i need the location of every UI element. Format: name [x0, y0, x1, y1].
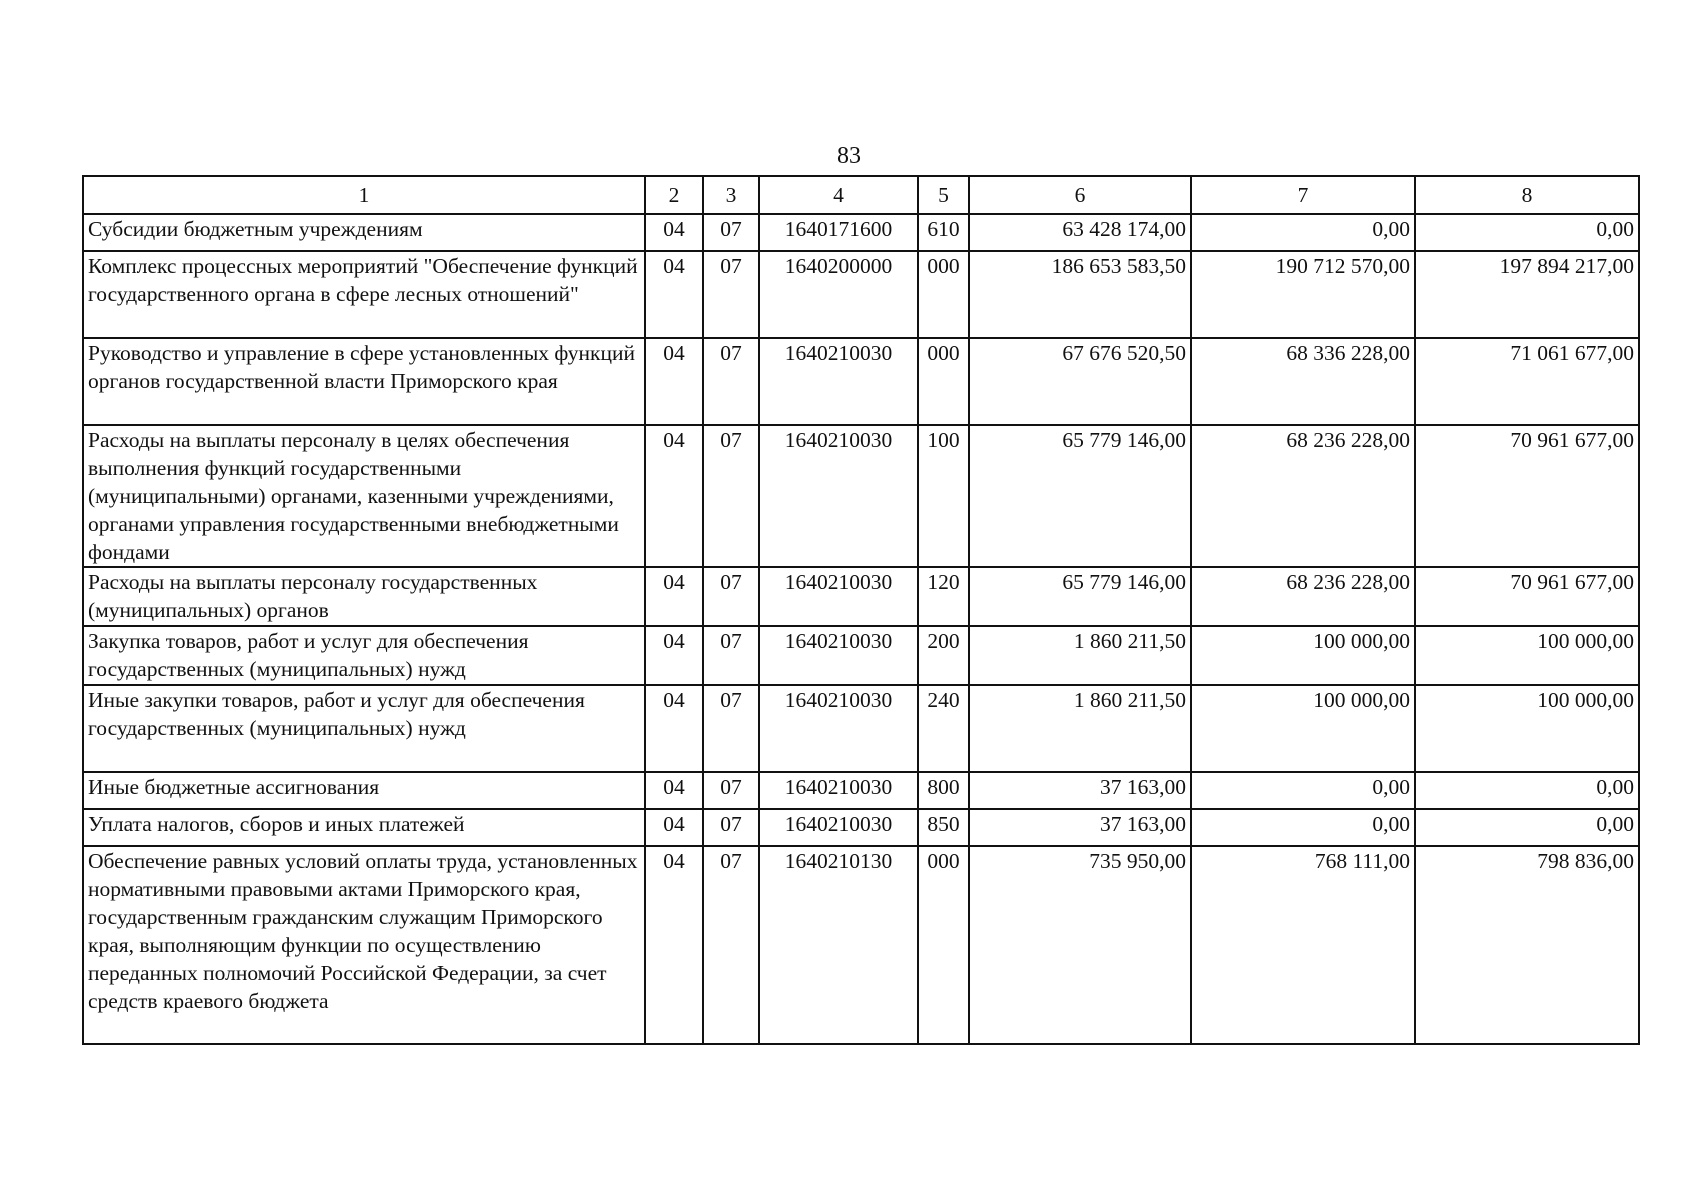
target-article-code: 1640171600: [759, 214, 918, 251]
amount-col-8: 798 836,00: [1415, 846, 1639, 1044]
table-row: [83, 251, 1639, 338]
amount-col-7: 100 000,00: [1191, 626, 1415, 685]
expense-type-code: 000: [918, 251, 969, 338]
amount-col-7: 0,00: [1191, 809, 1415, 846]
header-col-6: 6: [969, 176, 1191, 214]
expense-type-code: 240: [918, 685, 969, 772]
subsection-code: 07: [703, 809, 759, 846]
table-row: [83, 685, 1639, 772]
row-name: Расходы на выплаты персоналу государственных (муниципальных) органов: [83, 567, 645, 626]
expense-type-code: 850: [918, 809, 969, 846]
amount-col-8: 71 061 677,00: [1415, 338, 1639, 425]
target-article-code: 1640210030: [759, 425, 918, 567]
amount-col-8: 0,00: [1415, 809, 1639, 846]
target-article-code: 1640210030: [759, 338, 918, 425]
header-col-2: 2: [645, 176, 703, 214]
header-col-5: 5: [918, 176, 969, 214]
section-code: 04: [645, 567, 703, 626]
section-code: 04: [645, 685, 703, 772]
row-name: Субсидии бюджетным учреждениям: [83, 214, 645, 251]
section-code: 04: [645, 772, 703, 809]
amount-col-7: 190 712 570,00: [1191, 251, 1415, 338]
amount-col-6: 735 950,00: [969, 846, 1191, 1044]
amount-col-7: 0,00: [1191, 772, 1415, 809]
header-col-1: 1: [83, 176, 645, 214]
target-article-code: 1640210030: [759, 567, 918, 626]
table-row: [83, 425, 1639, 567]
amount-col-7: 68 236 228,00: [1191, 567, 1415, 626]
amount-col-7: 0,00: [1191, 214, 1415, 251]
subsection-code: 07: [703, 626, 759, 685]
target-article-code: 1640200000: [759, 251, 918, 338]
section-code: 04: [645, 626, 703, 685]
expense-type-code: 800: [918, 772, 969, 809]
amount-col-6: 1 860 211,50: [969, 685, 1191, 772]
subsection-code: 07: [703, 251, 759, 338]
subsection-code: 07: [703, 685, 759, 772]
amount-col-6: 67 676 520,50: [969, 338, 1191, 425]
expense-type-code: 610: [918, 214, 969, 251]
header-col-3: 3: [703, 176, 759, 214]
amount-col-8: 100 000,00: [1415, 685, 1639, 772]
row-name: Обеспечение равных условий оплаты труда, установленных нормативными правовыми актами Приморского края, государственным гражданским служащим Приморского края, выполняющим функции по осуществлению переданных полномочий Российской Федерации, за счет средств краевого бюджета: [83, 846, 645, 1044]
row-name: Иные бюджетные ассигнования: [83, 772, 645, 809]
section-code: 04: [645, 846, 703, 1044]
table-row: [83, 846, 1639, 1044]
header-row: [83, 176, 1639, 214]
subsection-code: 07: [703, 214, 759, 251]
target-article-code: 1640210030: [759, 685, 918, 772]
section-code: 04: [645, 214, 703, 251]
amount-col-8: 70 961 677,00: [1415, 425, 1639, 567]
target-article-code: 1640210030: [759, 626, 918, 685]
row-name: Комплекс процессных мероприятий "Обеспечение функций государственного органа в сфере лесных отношений": [83, 251, 645, 338]
table-row: [83, 772, 1639, 809]
amount-col-8: 0,00: [1415, 214, 1639, 251]
section-code: 04: [645, 251, 703, 338]
section-code: 04: [645, 425, 703, 567]
table-row: [83, 567, 1639, 626]
amount-col-6: 37 163,00: [969, 772, 1191, 809]
expense-type-code: 000: [918, 338, 969, 425]
table-row: [83, 338, 1639, 425]
amount-col-7: 68 236 228,00: [1191, 425, 1415, 567]
row-name: Расходы на выплаты персоналу в целях обеспечения выполнения функций государственными (муниципальными) органами, казенными учреждениями, органами управления государственными внебюджетными фондами: [83, 425, 645, 567]
amount-col-6: 1 860 211,50: [969, 626, 1191, 685]
expense-type-code: 200: [918, 626, 969, 685]
amount-col-6: 65 779 146,00: [969, 425, 1191, 567]
expense-type-code: 120: [918, 567, 969, 626]
row-name: Иные закупки товаров, работ и услуг для обеспечения государственных (муниципальных) нужд: [83, 685, 645, 772]
amount-col-8: 0,00: [1415, 772, 1639, 809]
row-name: Закупка товаров, работ и услуг для обеспечения государственных (муниципальных) нужд: [83, 626, 645, 685]
expense-type-code: 000: [918, 846, 969, 1044]
subsection-code: 07: [703, 338, 759, 425]
amount-col-8: 197 894 217,00: [1415, 251, 1639, 338]
amount-col-6: 186 653 583,50: [969, 251, 1191, 338]
row-name: Руководство и управление в сфере установленных функций органов государственной власти Приморского края: [83, 338, 645, 425]
amount-col-6: 65 779 146,00: [969, 567, 1191, 626]
amount-col-7: 100 000,00: [1191, 685, 1415, 772]
target-article-code: 1640210030: [759, 809, 918, 846]
budget-table: [82, 175, 1640, 1045]
page-number: 83: [837, 143, 861, 169]
section-code: 04: [645, 809, 703, 846]
target-article-code: 1640210130: [759, 846, 918, 1044]
subsection-code: 07: [703, 567, 759, 626]
section-code: 04: [645, 338, 703, 425]
amount-col-8: 70 961 677,00: [1415, 567, 1639, 626]
table-row: [83, 809, 1639, 846]
amount-col-6: 37 163,00: [969, 809, 1191, 846]
header-col-4: 4: [759, 176, 918, 214]
amount-col-6: 63 428 174,00: [969, 214, 1191, 251]
row-name: Уплата налогов, сборов и иных платежей: [83, 809, 645, 846]
subsection-code: 07: [703, 425, 759, 567]
table-row: [83, 626, 1639, 685]
amount-col-7: 768 111,00: [1191, 846, 1415, 1044]
header-col-7: 7: [1191, 176, 1415, 214]
amount-col-7: 68 336 228,00: [1191, 338, 1415, 425]
subsection-code: 07: [703, 772, 759, 809]
target-article-code: 1640210030: [759, 772, 918, 809]
amount-col-8: 100 000,00: [1415, 626, 1639, 685]
table-row: [83, 214, 1639, 251]
expense-type-code: 100: [918, 425, 969, 567]
header-col-8: 8: [1415, 176, 1639, 214]
subsection-code: 07: [703, 846, 759, 1044]
